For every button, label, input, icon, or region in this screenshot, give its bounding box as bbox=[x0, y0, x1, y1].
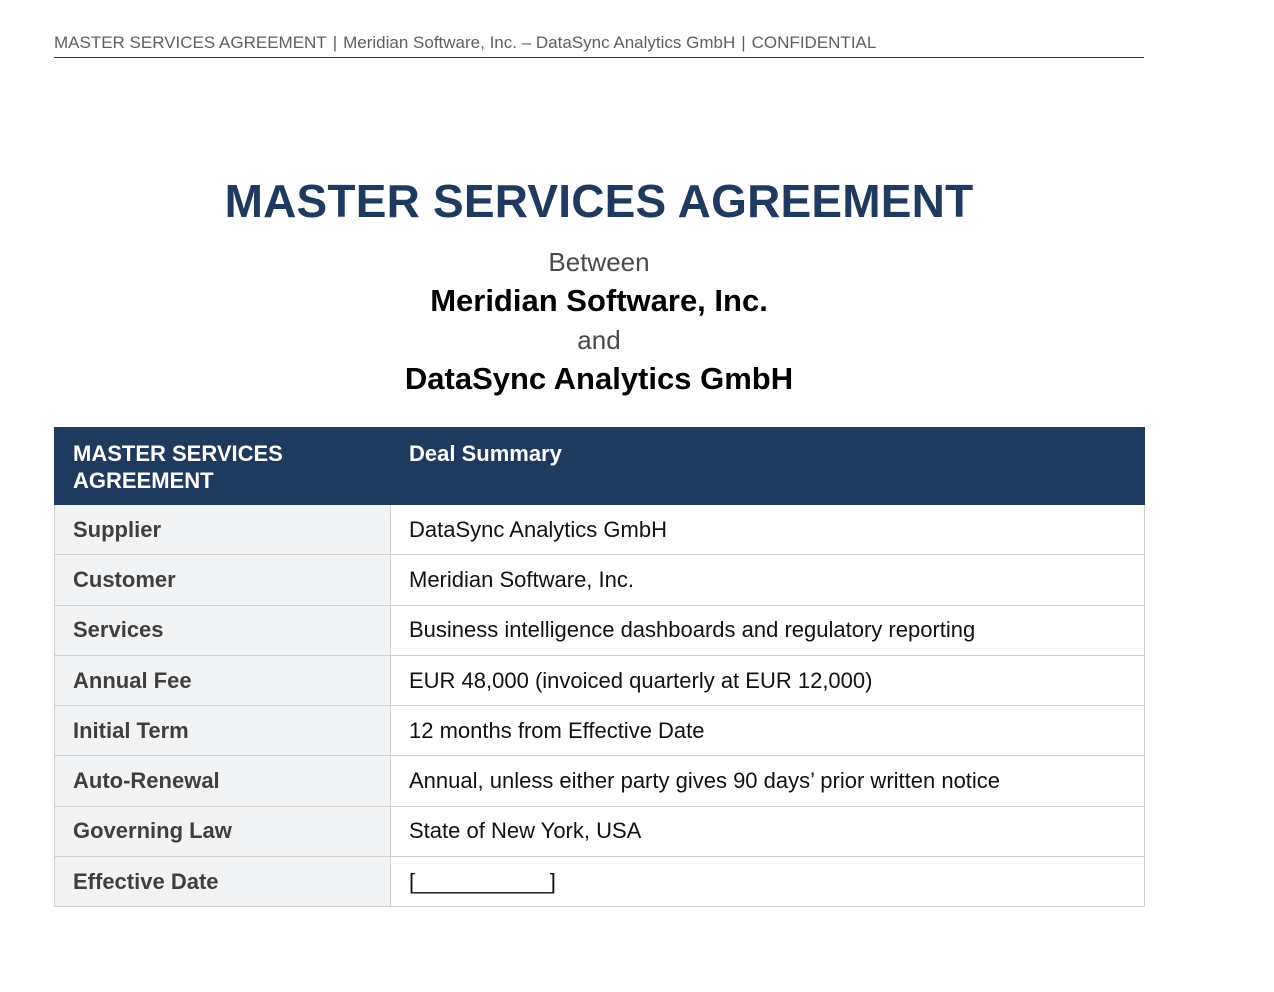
header-separator: | bbox=[741, 33, 746, 52]
row-key-effective-date: Effective Date bbox=[55, 857, 391, 907]
title-block bbox=[54, 172, 1144, 402]
and-label: and bbox=[577, 325, 621, 355]
row-key-customer: Customer bbox=[55, 555, 391, 605]
row-value-customer: Meridian Software, Inc. bbox=[391, 555, 1145, 605]
row-key-annual-fee: Annual Fee bbox=[55, 655, 391, 705]
between-label: Between bbox=[548, 247, 650, 277]
row-key-initial-term: Initial Term bbox=[55, 706, 391, 756]
row-value-supplier: DataSync Analytics GmbH bbox=[391, 505, 1145, 555]
table-row bbox=[55, 706, 1145, 756]
row-value-services: Business intelligence dashboards and regulatory reporting bbox=[391, 605, 1145, 655]
running-header bbox=[54, 33, 1144, 58]
row-value-annual-fee: EUR 48,000 (invoiced quarterly at EUR 12,000) bbox=[391, 655, 1145, 705]
row-key-auto-renewal: Auto-Renewal bbox=[55, 756, 391, 806]
row-key-services: Services bbox=[55, 605, 391, 655]
deal-summary-table bbox=[54, 427, 1145, 907]
table-row bbox=[55, 505, 1145, 555]
table-row bbox=[55, 756, 1145, 806]
document-title: MASTER SERVICES AGREEMENT bbox=[224, 175, 974, 227]
table-row bbox=[55, 605, 1145, 655]
table-header-agreement: MASTER SERVICES AGREEMENT bbox=[55, 428, 391, 505]
header-separator: | bbox=[332, 33, 338, 52]
row-value-initial-term: 12 months from Effective Date bbox=[391, 706, 1145, 756]
table-header-deal-summary: Deal Summary bbox=[391, 428, 1145, 505]
row-key-supplier: Supplier bbox=[55, 505, 391, 555]
table-row bbox=[55, 857, 1145, 907]
header-doc-name: MASTER SERVICES AGREEMENT bbox=[54, 33, 327, 52]
table-row bbox=[55, 806, 1145, 856]
header-parties: Meridian Software, Inc. – DataSync Analytics GmbH bbox=[343, 33, 736, 52]
row-value-auto-renewal: Annual, unless either party gives 90 days’ prior written notice bbox=[391, 756, 1145, 806]
table-header-row bbox=[55, 428, 1145, 505]
row-value-effective-date: [___________] bbox=[391, 857, 1145, 907]
header-classification: CONFIDENTIAL bbox=[751, 33, 877, 52]
party-b-name: DataSync Analytics GmbH bbox=[404, 361, 794, 396]
table-row bbox=[55, 555, 1145, 605]
party-a-name: Meridian Software, Inc. bbox=[430, 283, 768, 318]
table-row bbox=[55, 655, 1145, 705]
row-key-governing-law: Governing Law bbox=[55, 806, 391, 856]
row-value-governing-law: State of New York, USA bbox=[391, 806, 1145, 856]
